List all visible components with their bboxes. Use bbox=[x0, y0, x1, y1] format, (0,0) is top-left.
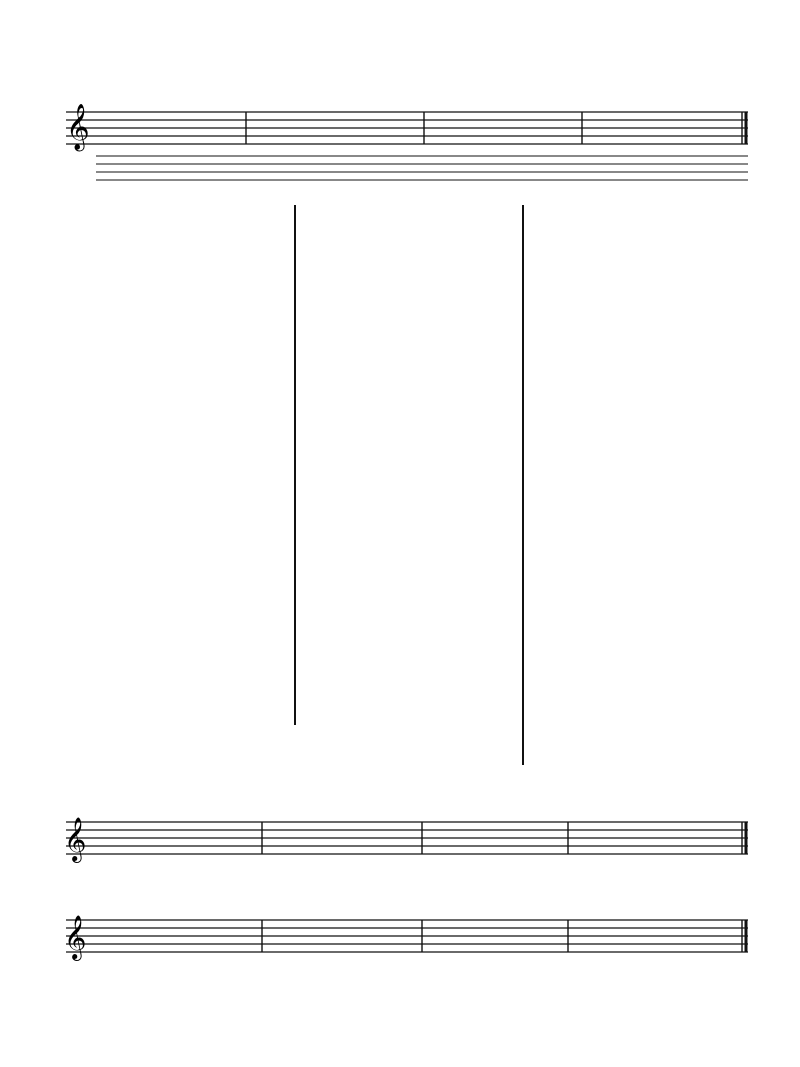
bottom-music-staves bbox=[0, 790, 800, 1000]
treble-clef-icon: 𝄞 bbox=[66, 104, 90, 150]
top-music-staff bbox=[0, 30, 800, 190]
french-column bbox=[62, 205, 284, 225]
top-staff-lines bbox=[66, 112, 748, 144]
german-column bbox=[306, 205, 514, 225]
treble-clef-icon: 𝄞 bbox=[64, 915, 87, 959]
staff-b-lines bbox=[66, 920, 748, 952]
tab-staff-lines bbox=[96, 156, 748, 180]
column-divider bbox=[522, 205, 524, 765]
section-label-french bbox=[80, 734, 280, 755]
treble-clef-icon: 𝄞 bbox=[64, 817, 87, 861]
column-divider bbox=[294, 205, 296, 725]
staff-a-lines bbox=[66, 822, 748, 854]
section-label-german bbox=[320, 734, 520, 755]
english-column bbox=[536, 205, 752, 221]
